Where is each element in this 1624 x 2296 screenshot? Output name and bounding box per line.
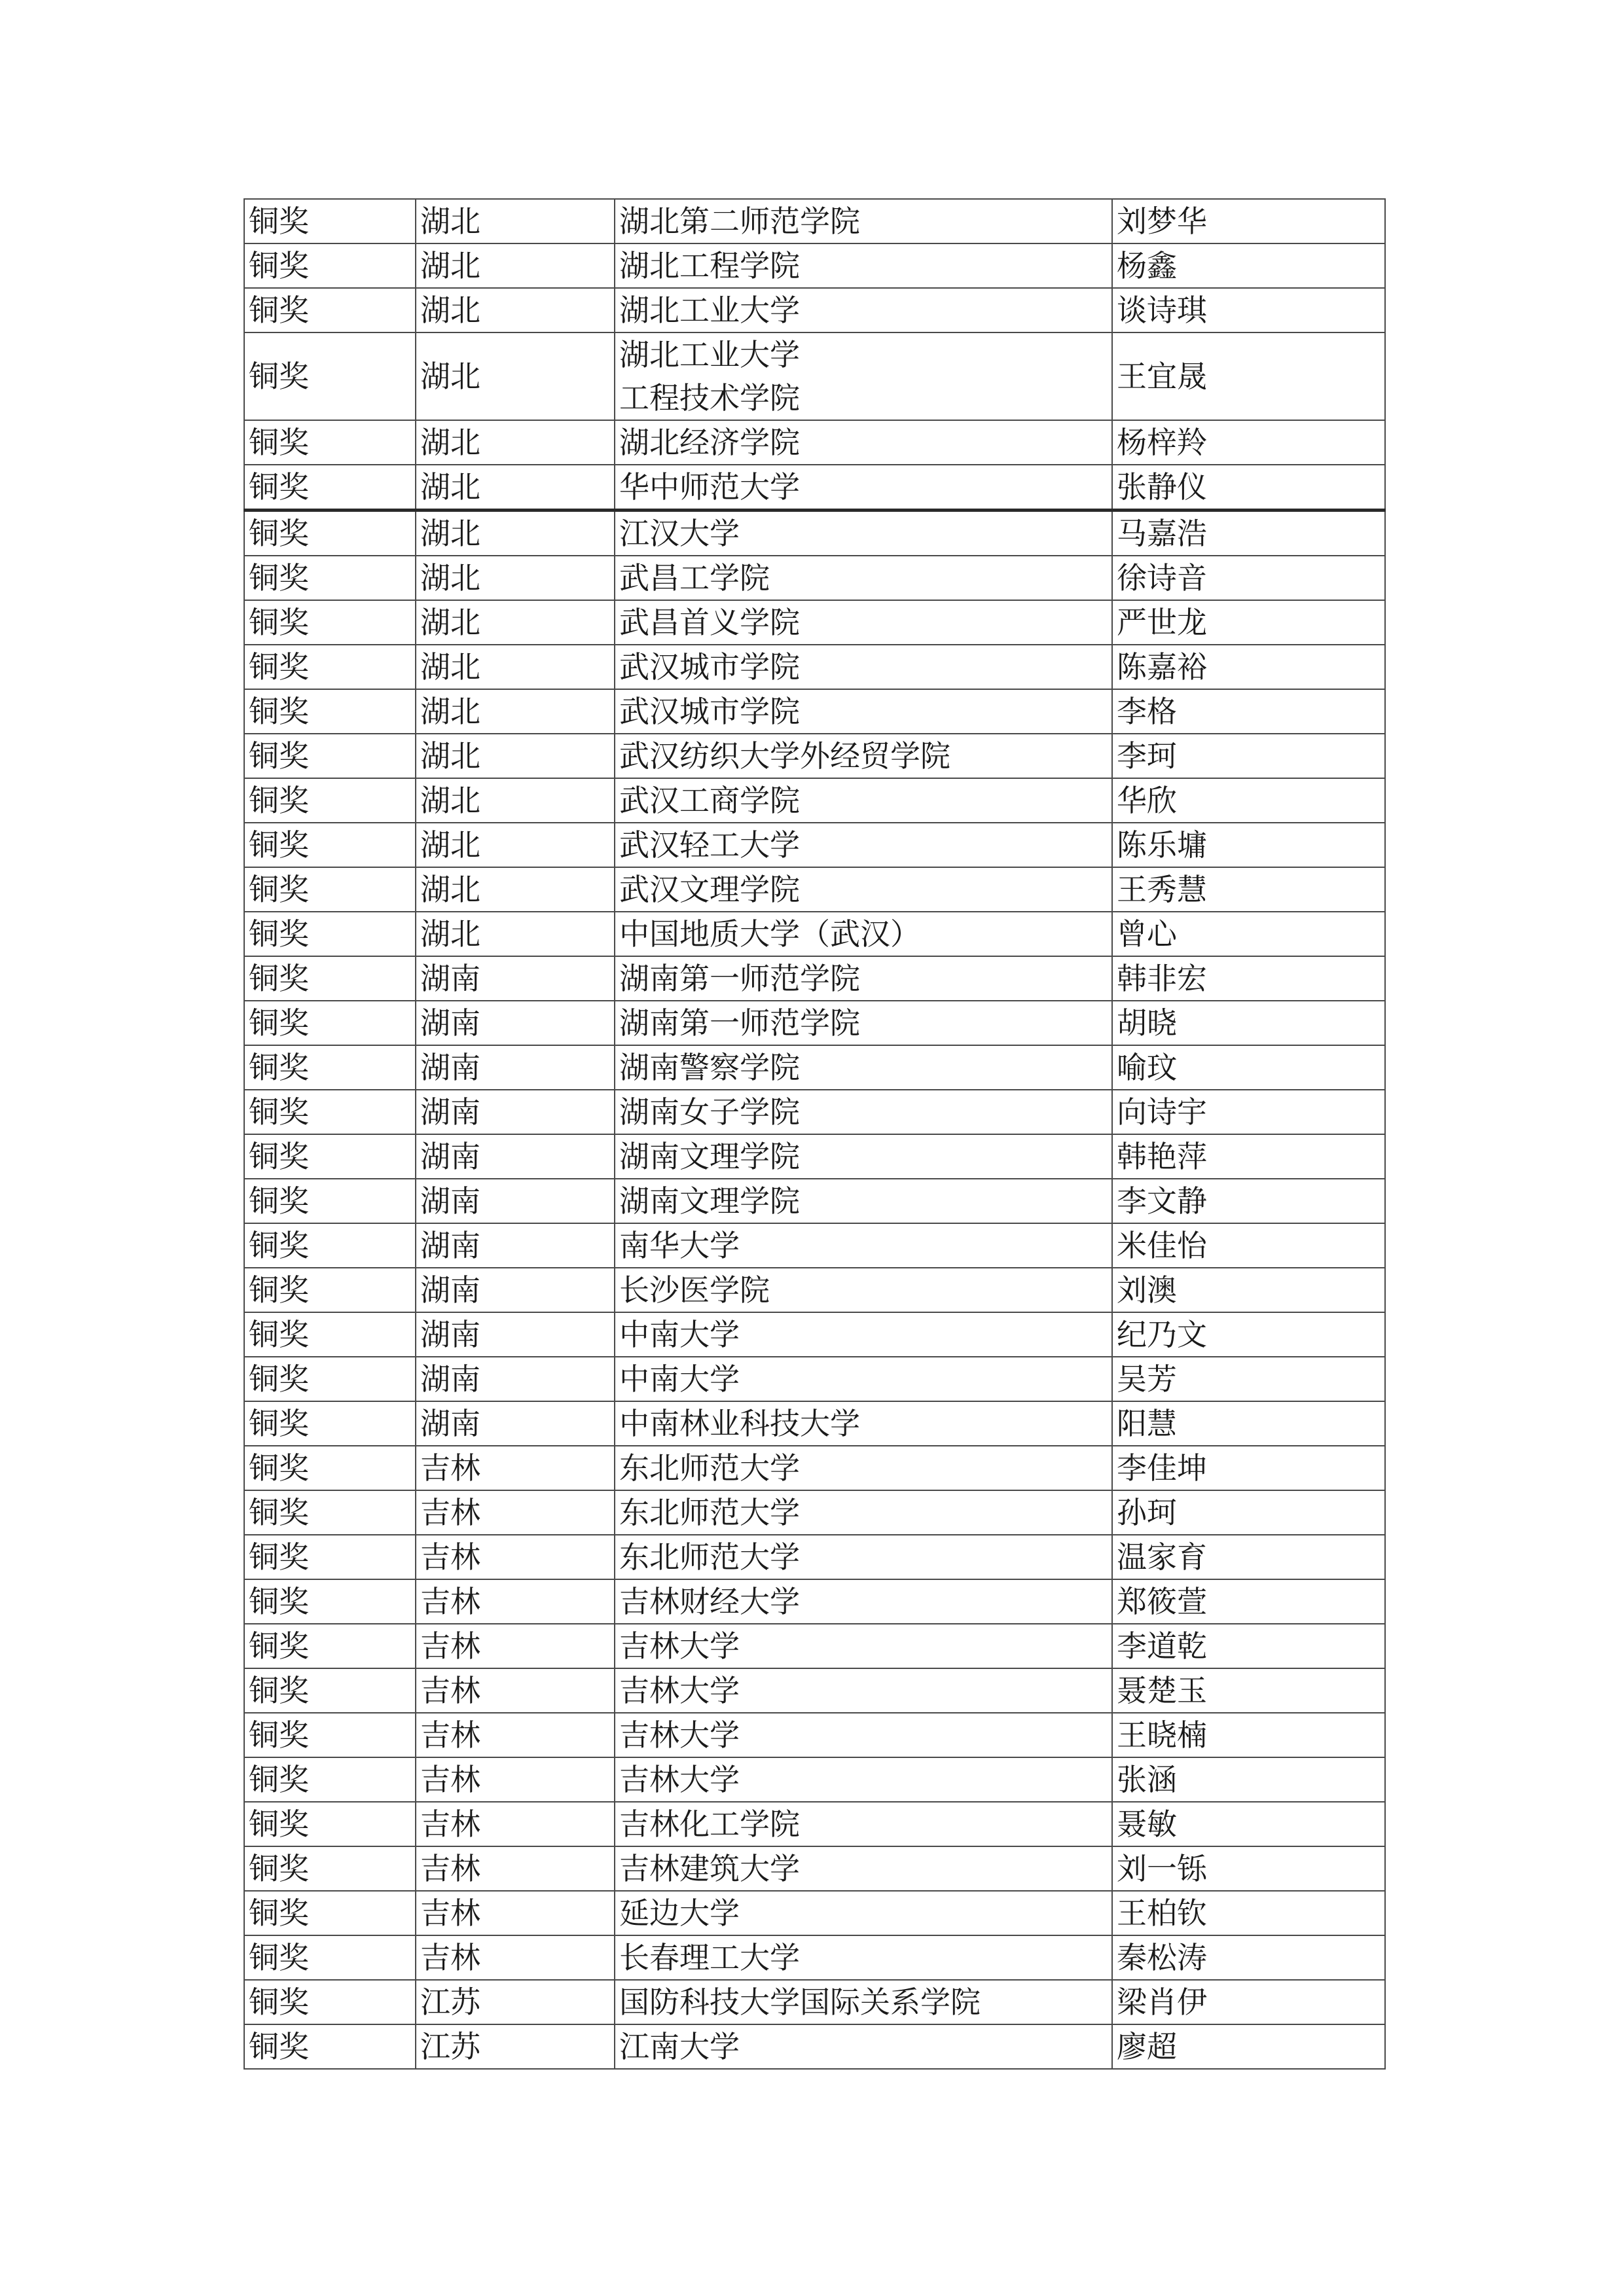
province-cell: 吉林 bbox=[416, 1535, 615, 1579]
province-cell: 湖北 bbox=[416, 689, 615, 734]
province-cell: 吉林 bbox=[416, 1891, 615, 1935]
award-cell: 铜奖 bbox=[244, 199, 416, 243]
name-cell: 吴芳 bbox=[1112, 1357, 1385, 1401]
table-row bbox=[244, 689, 1385, 734]
table-row bbox=[244, 1134, 1385, 1179]
table-row bbox=[244, 556, 1385, 600]
province-cell: 吉林 bbox=[416, 1490, 615, 1535]
name-cell: 严世龙 bbox=[1112, 600, 1385, 645]
school-cell: 华中师范大学 bbox=[615, 465, 1112, 511]
award-cell: 铜奖 bbox=[244, 288, 416, 332]
school-cell: 湖北第二师范学院 bbox=[615, 199, 1112, 243]
province-cell: 湖北 bbox=[416, 332, 615, 420]
school-cell: 吉林财经大学 bbox=[615, 1579, 1112, 1624]
table-row bbox=[244, 1312, 1385, 1357]
school-cell: 湖北工业大学 bbox=[615, 288, 1112, 332]
province-cell: 江苏 bbox=[416, 1980, 615, 2024]
name-cell: 刘一铄 bbox=[1112, 1846, 1385, 1891]
province-cell: 湖北 bbox=[416, 734, 615, 778]
table-row bbox=[244, 734, 1385, 778]
table-row bbox=[244, 199, 1385, 243]
province-cell: 湖北 bbox=[416, 199, 615, 243]
school-cell: 东北师范大学 bbox=[615, 1490, 1112, 1535]
table-row bbox=[244, 1268, 1385, 1312]
name-cell: 杨鑫 bbox=[1112, 243, 1385, 288]
province-cell: 湖北 bbox=[416, 288, 615, 332]
school-cell: 吉林大学 bbox=[615, 1757, 1112, 1802]
award-cell: 铜奖 bbox=[244, 1668, 416, 1713]
school-cell: 湖南文理学院 bbox=[615, 1179, 1112, 1223]
province-cell: 湖南 bbox=[416, 1223, 615, 1268]
name-cell: 王晓楠 bbox=[1112, 1713, 1385, 1757]
award-cell: 铜奖 bbox=[244, 778, 416, 823]
award-cell: 铜奖 bbox=[244, 1045, 416, 1090]
name-cell: 王宜晟 bbox=[1112, 332, 1385, 420]
name-cell: 马嘉浩 bbox=[1112, 511, 1385, 556]
name-cell: 徐诗音 bbox=[1112, 556, 1385, 600]
school-cell: 武汉轻工大学 bbox=[615, 823, 1112, 867]
province-cell: 吉林 bbox=[416, 1935, 615, 1980]
name-cell: 喻玟 bbox=[1112, 1045, 1385, 1090]
school-cell: 湖南女子学院 bbox=[615, 1090, 1112, 1134]
award-cell: 铜奖 bbox=[244, 2024, 416, 2069]
province-cell: 湖北 bbox=[416, 912, 615, 956]
award-cell: 铜奖 bbox=[244, 1579, 416, 1624]
name-cell: 张涵 bbox=[1112, 1757, 1385, 1802]
table-row bbox=[244, 1090, 1385, 1134]
name-cell: 纪乃文 bbox=[1112, 1312, 1385, 1357]
table-row bbox=[244, 1001, 1385, 1045]
school-cell: 江汉大学 bbox=[615, 511, 1112, 556]
name-cell: 刘澳 bbox=[1112, 1268, 1385, 1312]
table-row bbox=[244, 1045, 1385, 1090]
school-cell: 湖南第一师范学院 bbox=[615, 956, 1112, 1001]
name-cell: 阳慧 bbox=[1112, 1401, 1385, 1446]
name-cell: 杨梓羚 bbox=[1112, 420, 1385, 465]
table-row bbox=[244, 1891, 1385, 1935]
school-cell: 武汉纺织大学外经贸学院 bbox=[615, 734, 1112, 778]
award-cell: 铜奖 bbox=[244, 823, 416, 867]
table-row bbox=[244, 1713, 1385, 1757]
award-cell: 铜奖 bbox=[244, 689, 416, 734]
table-row bbox=[244, 1179, 1385, 1223]
award-cell: 铜奖 bbox=[244, 1001, 416, 1045]
award-cell: 铜奖 bbox=[244, 243, 416, 288]
table-row bbox=[244, 465, 1385, 511]
province-cell: 湖北 bbox=[416, 511, 615, 556]
name-cell: 聂敏 bbox=[1112, 1802, 1385, 1846]
table-row bbox=[244, 1846, 1385, 1891]
province-cell: 吉林 bbox=[416, 1757, 615, 1802]
table-row bbox=[244, 1357, 1385, 1401]
award-cell: 铜奖 bbox=[244, 1179, 416, 1223]
name-cell: 刘梦华 bbox=[1112, 199, 1385, 243]
name-cell: 郑筱萱 bbox=[1112, 1579, 1385, 1624]
province-cell: 吉林 bbox=[416, 1846, 615, 1891]
school-cell: 中南大学 bbox=[615, 1357, 1112, 1401]
table-row bbox=[244, 1446, 1385, 1490]
school-cell: 国防科技大学国际关系学院 bbox=[615, 1980, 1112, 2024]
school-cell: 中国地质大学（武汉） bbox=[615, 912, 1112, 956]
name-cell: 李佳坤 bbox=[1112, 1446, 1385, 1490]
table-row bbox=[244, 1401, 1385, 1446]
province-cell: 湖北 bbox=[416, 823, 615, 867]
province-cell: 吉林 bbox=[416, 1624, 615, 1668]
school-cell: 吉林大学 bbox=[615, 1713, 1112, 1757]
school-cell: 吉林大学 bbox=[615, 1624, 1112, 1668]
table-row bbox=[244, 912, 1385, 956]
school-cell: 中南林业科技大学 bbox=[615, 1401, 1112, 1446]
award-cell: 铜奖 bbox=[244, 600, 416, 645]
name-cell: 王柏钦 bbox=[1112, 1891, 1385, 1935]
name-cell: 陈乐墉 bbox=[1112, 823, 1385, 867]
table-row bbox=[244, 288, 1385, 332]
award-cell: 铜奖 bbox=[244, 1312, 416, 1357]
province-cell: 湖南 bbox=[416, 1134, 615, 1179]
province-cell: 湖北 bbox=[416, 600, 615, 645]
province-cell: 吉林 bbox=[416, 1446, 615, 1490]
name-cell: 华欣 bbox=[1112, 778, 1385, 823]
school-cell: 武汉城市学院 bbox=[615, 645, 1112, 689]
province-cell: 湖南 bbox=[416, 1401, 615, 1446]
award-cell: 铜奖 bbox=[244, 1490, 416, 1535]
name-cell: 秦松涛 bbox=[1112, 1935, 1385, 1980]
award-cell: 铜奖 bbox=[244, 645, 416, 689]
province-cell: 吉林 bbox=[416, 1713, 615, 1757]
award-cell: 铜奖 bbox=[244, 1446, 416, 1490]
name-cell: 聂楚玉 bbox=[1112, 1668, 1385, 1713]
school-cell: 湖南文理学院 bbox=[615, 1134, 1112, 1179]
name-cell: 梁肖伊 bbox=[1112, 1980, 1385, 2024]
table-row bbox=[244, 778, 1385, 823]
school-cell: 武汉文理学院 bbox=[615, 867, 1112, 912]
name-cell: 向诗宇 bbox=[1112, 1090, 1385, 1134]
province-cell: 湖北 bbox=[416, 645, 615, 689]
province-cell: 湖北 bbox=[416, 778, 615, 823]
school-cell: 吉林大学 bbox=[615, 1668, 1112, 1713]
award-cell: 铜奖 bbox=[244, 1223, 416, 1268]
award-cell: 铜奖 bbox=[244, 1980, 416, 2024]
award-table-body bbox=[244, 199, 1385, 2069]
province-cell: 湖南 bbox=[416, 1045, 615, 1090]
name-cell: 孙珂 bbox=[1112, 1490, 1385, 1535]
province-cell: 湖南 bbox=[416, 1312, 615, 1357]
school-cell: 武昌首义学院 bbox=[615, 600, 1112, 645]
school-cell: 湖北工业大学 工程技术学院 bbox=[615, 332, 1112, 420]
province-cell: 江苏 bbox=[416, 2024, 615, 2069]
table-row bbox=[244, 1223, 1385, 1268]
school-cell: 湖北工程学院 bbox=[615, 243, 1112, 288]
name-cell: 王秀慧 bbox=[1112, 867, 1385, 912]
name-cell: 廖超 bbox=[1112, 2024, 1385, 2069]
table-row bbox=[244, 823, 1385, 867]
province-cell: 湖南 bbox=[416, 1357, 615, 1401]
school-cell: 武汉工商学院 bbox=[615, 778, 1112, 823]
award-cell: 铜奖 bbox=[244, 1802, 416, 1846]
award-cell: 铜奖 bbox=[244, 1401, 416, 1446]
table-row bbox=[244, 1757, 1385, 1802]
name-cell: 曾心 bbox=[1112, 912, 1385, 956]
name-cell: 韩艳萍 bbox=[1112, 1134, 1385, 1179]
school-cell: 吉林化工学院 bbox=[615, 1802, 1112, 1846]
table-row bbox=[244, 1980, 1385, 2024]
award-cell: 铜奖 bbox=[244, 1268, 416, 1312]
province-cell: 湖北 bbox=[416, 465, 615, 511]
school-cell: 江南大学 bbox=[615, 2024, 1112, 2069]
name-cell: 米佳怡 bbox=[1112, 1223, 1385, 1268]
table-row bbox=[244, 956, 1385, 1001]
province-cell: 湖北 bbox=[416, 243, 615, 288]
province-cell: 吉林 bbox=[416, 1668, 615, 1713]
table-row bbox=[244, 1935, 1385, 1980]
award-cell: 铜奖 bbox=[244, 1935, 416, 1980]
school-cell: 东北师范大学 bbox=[615, 1446, 1112, 1490]
table-row bbox=[244, 511, 1385, 556]
province-cell: 湖南 bbox=[416, 1268, 615, 1312]
province-cell: 吉林 bbox=[416, 1802, 615, 1846]
award-cell: 铜奖 bbox=[244, 956, 416, 1001]
award-cell: 铜奖 bbox=[244, 1846, 416, 1891]
school-cell: 延边大学 bbox=[615, 1891, 1112, 1935]
school-cell: 武昌工学院 bbox=[615, 556, 1112, 600]
name-cell: 张静仪 bbox=[1112, 465, 1385, 511]
province-cell: 湖北 bbox=[416, 556, 615, 600]
table-row bbox=[244, 867, 1385, 912]
table-row bbox=[244, 332, 1385, 420]
name-cell: 李道乾 bbox=[1112, 1624, 1385, 1668]
award-cell: 铜奖 bbox=[244, 1757, 416, 1802]
name-cell: 李文静 bbox=[1112, 1179, 1385, 1223]
school-cell: 长春理工大学 bbox=[615, 1935, 1112, 1980]
award-cell: 铜奖 bbox=[244, 734, 416, 778]
table-row bbox=[244, 1535, 1385, 1579]
school-cell: 东北师范大学 bbox=[615, 1535, 1112, 1579]
award-cell: 铜奖 bbox=[244, 1357, 416, 1401]
table-row bbox=[244, 2024, 1385, 2069]
school-cell: 中南大学 bbox=[615, 1312, 1112, 1357]
table-row bbox=[244, 600, 1385, 645]
name-cell: 李珂 bbox=[1112, 734, 1385, 778]
school-cell: 长沙医学院 bbox=[615, 1268, 1112, 1312]
award-cell: 铜奖 bbox=[244, 1713, 416, 1757]
school-cell: 湖南第一师范学院 bbox=[615, 1001, 1112, 1045]
table-row bbox=[244, 1802, 1385, 1846]
province-cell: 湖南 bbox=[416, 956, 615, 1001]
award-cell: 铜奖 bbox=[244, 332, 416, 420]
name-cell: 韩非宏 bbox=[1112, 956, 1385, 1001]
school-cell: 吉林建筑大学 bbox=[615, 1846, 1112, 1891]
award-cell: 铜奖 bbox=[244, 912, 416, 956]
province-cell: 湖南 bbox=[416, 1090, 615, 1134]
award-cell: 铜奖 bbox=[244, 1535, 416, 1579]
award-cell: 铜奖 bbox=[244, 556, 416, 600]
award-cell: 铜奖 bbox=[244, 420, 416, 465]
school-cell: 湖南警察学院 bbox=[615, 1045, 1112, 1090]
school-cell: 武汉城市学院 bbox=[615, 689, 1112, 734]
table-row bbox=[244, 420, 1385, 465]
name-cell: 温家育 bbox=[1112, 1535, 1385, 1579]
award-table bbox=[244, 198, 1386, 2070]
school-cell: 湖北经济学院 bbox=[615, 420, 1112, 465]
table-row bbox=[244, 645, 1385, 689]
name-cell: 谈诗琪 bbox=[1112, 288, 1385, 332]
province-cell: 湖北 bbox=[416, 420, 615, 465]
province-cell: 湖南 bbox=[416, 1179, 615, 1223]
province-cell: 湖南 bbox=[416, 1001, 615, 1045]
award-cell: 铜奖 bbox=[244, 511, 416, 556]
school-cell: 南华大学 bbox=[615, 1223, 1112, 1268]
province-cell: 湖北 bbox=[416, 867, 615, 912]
award-cell: 铜奖 bbox=[244, 1134, 416, 1179]
table-row bbox=[244, 243, 1385, 288]
award-cell: 铜奖 bbox=[244, 1624, 416, 1668]
province-cell: 吉林 bbox=[416, 1579, 615, 1624]
award-cell: 铜奖 bbox=[244, 1891, 416, 1935]
name-cell: 李格 bbox=[1112, 689, 1385, 734]
name-cell: 胡晓 bbox=[1112, 1001, 1385, 1045]
award-cell: 铜奖 bbox=[244, 1090, 416, 1134]
table-row bbox=[244, 1579, 1385, 1624]
table-row bbox=[244, 1624, 1385, 1668]
name-cell: 陈嘉裕 bbox=[1112, 645, 1385, 689]
table-row bbox=[244, 1668, 1385, 1713]
award-cell: 铜奖 bbox=[244, 465, 416, 511]
table-row bbox=[244, 1490, 1385, 1535]
award-cell: 铜奖 bbox=[244, 867, 416, 912]
